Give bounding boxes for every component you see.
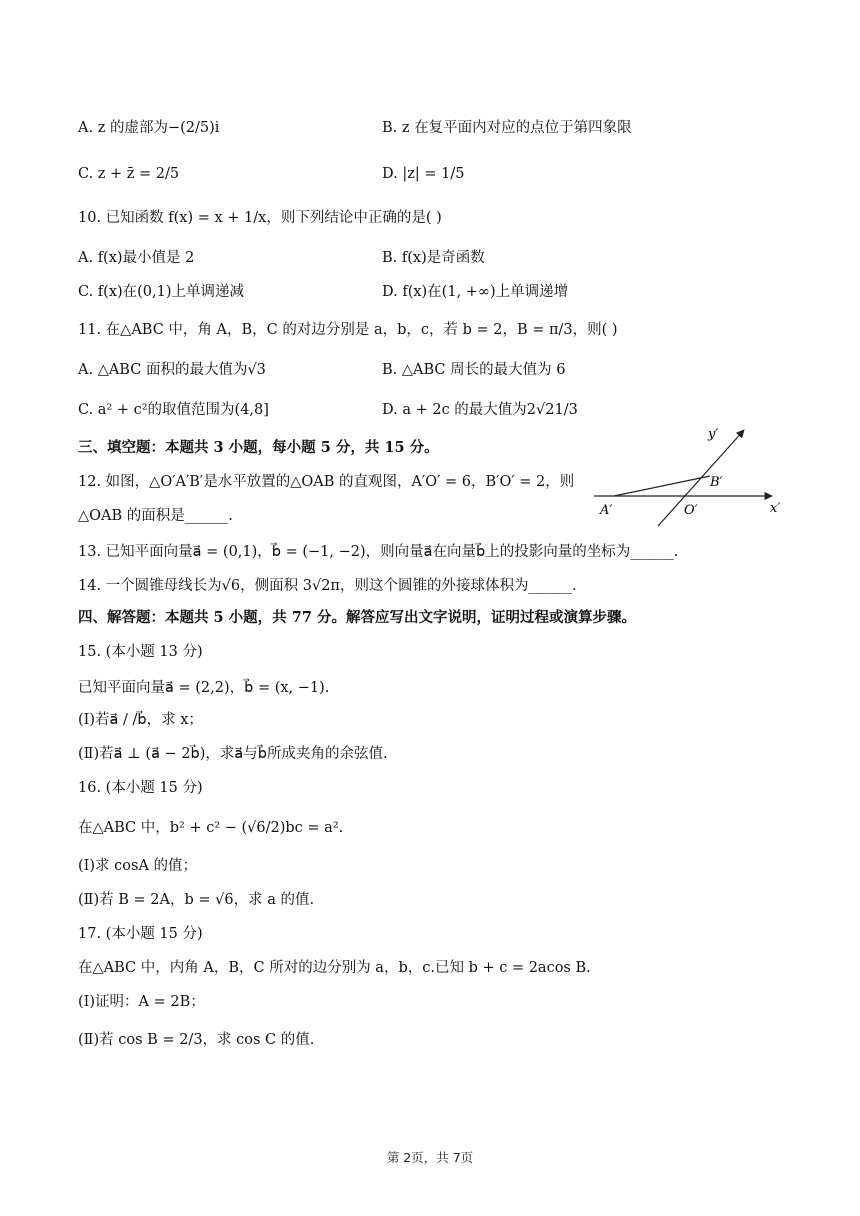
x-axis-label: x′: [770, 501, 781, 516]
q10-option-c: C. f(x)在(0,1)上单调递减: [78, 284, 245, 300]
q15-stem: 已知平面向量a⃗ = (2,2)，b⃗ = (x, −1).: [78, 680, 330, 696]
q10-option-b: B. f(x)是奇函数: [382, 250, 485, 266]
q15-part-2: (Ⅱ)若a⃗ ⊥ (a⃗ − 2b⃗)，求a⃗与b⃗所成夹角的余弦值.: [78, 746, 388, 762]
section-heading-answer: 四、解答题：本题共 5 小题，共 77 分。解答应写出文字说明，证明过程或演算步骤。: [78, 609, 636, 626]
page-footer: 第 2页，共 7页: [386, 1150, 474, 1165]
q15-part-1: (Ⅰ)若a⃗ / /b⃗，求 x；: [78, 712, 203, 728]
q17-part-2: (Ⅱ)若 cos B = 2/3，求 cos C 的值.: [78, 1032, 315, 1048]
q13-text: 13. 已知平面向量a⃗ = (0,1)，b⃗ = (−1, −2)，则向量a⃗在向量b⃗上的投影向量的坐标为______.: [78, 544, 679, 560]
q10-option-a: A. f(x)最小值是 2: [78, 250, 195, 266]
q12-line-1: 12. 如图，△O′A′B′是水平放置的△OAB 的直观图，A′O′ = 6，B′O′ = 2，则: [78, 474, 575, 490]
q11-option-a: A. △ABC 面积的最大值为√3: [78, 362, 266, 378]
q17-part-1: (Ⅰ)证明：A = 2B；: [78, 994, 205, 1010]
q11-option-d: D. a + 2c 的最大值为2√21/3: [382, 402, 578, 418]
point-o-label: O′: [684, 503, 698, 518]
q9-option-c: C. z + z̄ = 2/5: [78, 166, 180, 182]
q15-head: 15. (本小题 13 分): [78, 644, 203, 660]
segment-a-b: [614, 476, 710, 496]
point-a-label: A′: [600, 503, 613, 518]
q12-line-2: △OAB 的面积是______.: [78, 508, 233, 524]
q9-option-b: B. z 在复平面内对应的点位于第四象限: [382, 120, 632, 136]
q11-option-c: C. a² + c²的取值范围为(4,8]: [78, 402, 269, 418]
section-heading-fill-blank: 三、填空题：本题共 3 小题，每小题 5 分，共 15 分。: [78, 439, 439, 456]
q16-part-2: (Ⅱ)若 B = 2A，b = √6，求 a 的值.: [78, 892, 315, 908]
point-b-label: B′: [710, 475, 723, 490]
q16-stem: 在△ABC 中，b² + c² − (√6/2)bc = a².: [78, 820, 344, 836]
q16-part-1: (Ⅰ)求 cosA 的值；: [78, 858, 198, 874]
y-axis-label: y′: [708, 427, 719, 442]
q17-stem: 在△ABC 中，内角 A，B，C 所对的边分别为 a，b，c.已知 b + c = 2acos B.: [78, 960, 591, 976]
q16-head: 16. (本小题 15 分): [78, 780, 203, 796]
q10-stem: 10. 已知函数 f(x) = x + 1/x，则下列结论中正确的是( ): [78, 210, 442, 226]
q9-option-a: A. z 的虚部为−(2/5)i: [78, 120, 220, 136]
q14-text: 14. 一个圆锥母线长为√6，侧面积 3√2π，则这个圆锥的外接球体积为______.: [78, 578, 577, 594]
oblique-projection-figure: [592, 424, 792, 528]
q11-stem: 11. 在△ABC 中，角 A，B，C 的对边分别是 a，b，c，若 b = 2，B = π/3，则( ): [78, 322, 618, 338]
q10-option-d: D. f(x)在(1, +∞)上单调递增: [382, 284, 569, 300]
q17-head: 17. (本小题 15 分): [78, 926, 203, 942]
q9-option-d: D. |z| = 1/5: [382, 166, 465, 182]
q11-option-b: B. △ABC 周长的最大值为 6: [382, 362, 566, 378]
